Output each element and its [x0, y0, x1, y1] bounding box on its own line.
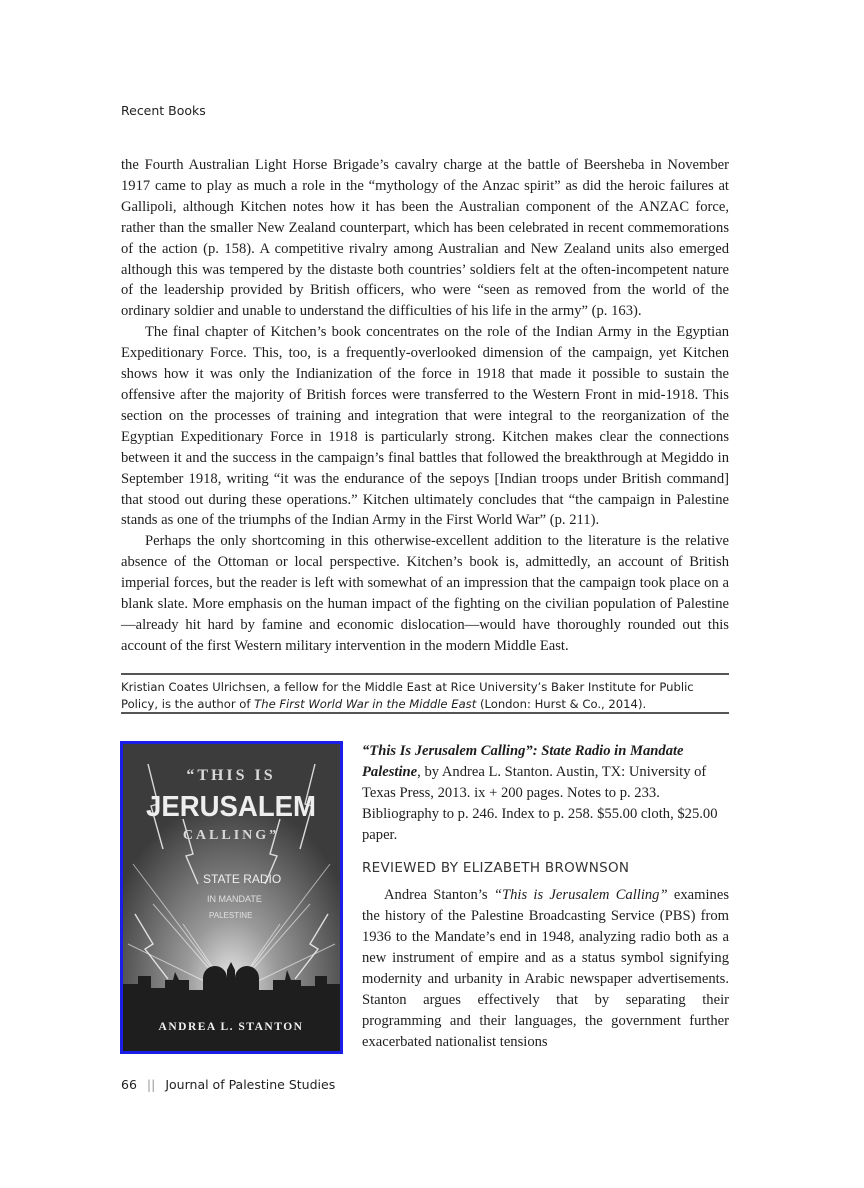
page-footer	[121, 1077, 335, 1092]
bio-text: Kristian Coates Ulrichsen, a fellow for the Middle East at Rice University’s Baker Institute for Public Policy, is the author of	[121, 680, 694, 711]
review-text: examines the history of the Palestine Broadcasting Service (PBS) from 1936 to the Mandate’s end in 1948, analyzing radio both as a new instrument of empire and as a status symbol signifying modernity and urbanity in Arabic newspaper advertisements. Stanton argues effectively that by separating their programming and their languages, the government further exacerbated nationalist tensions	[362, 887, 730, 1050]
bio-publisher: (London: Hurst & Co., 2014).	[476, 696, 647, 711]
book-cover-art	[123, 744, 340, 1051]
cover-subtitle-line1: STATE RADIO	[203, 872, 282, 886]
cover-title-line1: “THIS IS	[186, 767, 276, 784]
review-paragraph	[362, 885, 729, 1053]
book-cover	[120, 741, 343, 1054]
book-title: “This Is Jerusalem Calling”: State Radio in Mandate Palestine	[362, 743, 684, 780]
cover-title-line3: CALLING”	[182, 828, 280, 843]
bio-book-title: The First World War in the Middle East	[254, 696, 477, 711]
reviewer-byline: REVIEWED BY ELIZABETH BROWNSON	[362, 860, 630, 876]
reviewer-bio	[121, 679, 729, 712]
divider-top	[121, 673, 729, 675]
citation-details: , by Andrea L. Stanton. Austin, TX: University of Texas Press, 2013. ix + 200 pages. Notes to p. 233. Bibliography to p. 246. Index to p. 258. $55.00 cloth, $25.00 paper.	[362, 764, 718, 843]
cover-subtitle-line3: PALESTINE	[209, 911, 253, 920]
cover-subtitle-line2: IN MANDATE	[207, 894, 262, 904]
review-text-start: Andrea Stanton’s	[384, 887, 494, 903]
paragraph: The final chapter of Kitchen’s book concentrates on the role of the Indian Army in the Egyptian Expeditionary Force. This, too, is a frequently-overlooked dimension of the campaign, yet Kitchen shows how it was only the Indianization of the force in 1918 that made it possible to sustain the offensive after the majority of British forces were transferred to the Western Front in mid-1918. This section on the processes of training and integration that were integral to the reorganization of the Egyptian Expeditionary Force in 1918 is particularly strong. Kitchen makes clear the connections between it and the success in the campaign’s final battles that followed the breakthrough at Megiddo in September 1918, writing “it was the endurance of the sepoys [Indian troops under British command] that stood out during these operations.” Kitchen ultimately concludes that “the campaign in Palestine stands as one of the triumphs of the Indian Army in the First World War” (p. 211).	[121, 324, 729, 529]
page-number: 66	[121, 1077, 137, 1092]
paragraph: the Fourth Australian Light Horse Brigade’s cavalry charge at the battle of Beersheba in November 1917 came to play as much a role in the “mythology of the Anzac spirit” as did the heroic failures at Gallipoli, although Kitchen notes how it has been the Australian component of the ANZAC force, rather than the smaller New Zealand counterpart, which has been celebrated in recent commemorations of the action (p. 158). A competitive rivalry among Australian and New Zealand units also emerged although this was tempered by the distaste both countries’ soldiers felt at the often-incompetent nature of the leadership provided by British officers, who were “seen as removed from the world of the ordinary soldier and unable to understand the difficulties of his life in the army” (p. 163).	[121, 157, 729, 320]
review-body-text	[121, 155, 729, 657]
footer-separator: ||	[146, 1077, 156, 1092]
new-review	[362, 741, 729, 1053]
paragraph: Perhaps the only shortcoming in this otherwise-excellent addition to the literature is the relative absence of the Ottoman or local perspective. Kitchen’s book is, admittedly, an account of British imperial forces, but the reader is left with somewhat of an impression that the campaign took place on a blank slate. More emphasis on the human impact of the fighting on the civilian population of Palestine—already hit hard by famine and economic dislocation—would have thoroughly rounded out this account of the first Western military intervention in the modern Middle East.	[121, 533, 729, 654]
divider-bottom	[121, 712, 729, 714]
book-citation	[362, 741, 729, 846]
running-head: Recent Books	[121, 103, 206, 118]
review-book-title: “This is Jerusalem Calling”	[493, 887, 668, 903]
cover-title-line2: JERUSALEM	[146, 791, 316, 823]
journal-name: Journal of Palestine Studies	[165, 1077, 336, 1092]
cover-author: ANDREA L. STANTON	[158, 1021, 304, 1033]
